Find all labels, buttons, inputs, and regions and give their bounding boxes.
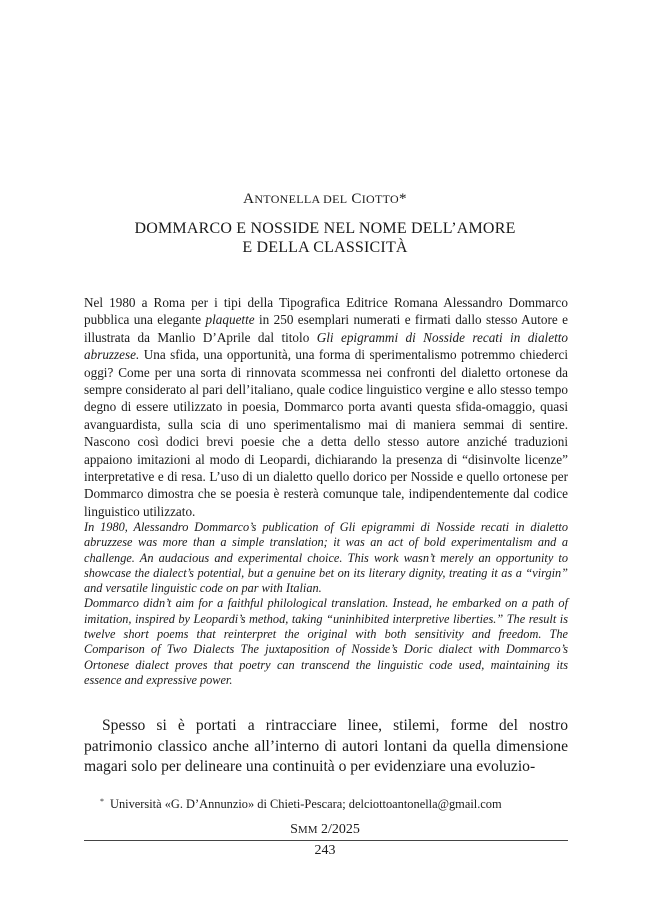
author-rest-2: IOTTO: [361, 192, 400, 206]
abstract-italian: [84, 294, 568, 520]
abstract-en-paragraph-1: In 1980, Alessandro Dommarco’s publication of Gli epigrammi di Nosside recati in dialetto abruzzese was more than a simple translation; it was an act of bold experimentalism and a challenge. An audacious and experimental choice. This work wasn’t merely an opportunity to showcase the dialect’s potential, but a genuine bet on its literary dignity, treating it as a “virgin” and versatile linguistic code on par with Italian.: [84, 520, 568, 596]
abstract-it-part-3: Una sfida, una opportunità, una forma di sperimentalismo potremmo chiederci oggi? Come per una sorta di rinnovata scommessa nei confronti del dialetto ortonese da sempre considerato al pari dell’italiano, quale codice linguistico vergine e allo stesso tempo degno di essere utilizzato in poesia, Dommarco porta avanti questa sfida-omaggio, quasi avanguardista, sulla scia di uno sperimentalismo mai di maniera semmai di sentire. Nascono così dodici brevi poesie che a detta dello stesso autore anziché traduzioni appaiono imitazioni al modo di Leopardi, dichiarando la presenza di “disinvolte licenze” interpretative e di resa. L’uso di un dialetto quello dorico per Nosside e quello ortonese per Dommarco dimostra che se poesia è resterà comunque tale, indipendentemente dal codice linguistico utilizzato.: [84, 347, 568, 519]
body-paragraph-1: Spesso si è portati a rintracciare linee, stilemi, forme del nostro patrimonio classico anche all’interno di autori lontani da quella dimensione magari solo per delineare una continuità o per evidenziare una evoluzio-: [84, 717, 568, 775]
abstract-it-part-2: in 250 esemplari numerati e firmati dallo stesso Autore e illustrata da Manlio D’Aprile dal titolo: [84, 312, 568, 345]
author-footnote-mark: *: [399, 191, 407, 207]
author-initial-1: A: [243, 191, 255, 207]
author-initial-2: C: [351, 191, 362, 207]
journal-rest: MM: [297, 824, 318, 836]
footnote: [100, 794, 568, 812]
author-rest-1: NTONELLA DEL: [254, 192, 348, 206]
journal-issue: [0, 822, 650, 838]
footnote-mark: *: [100, 797, 104, 806]
footer-rule: [84, 840, 568, 841]
author-name: [0, 191, 650, 208]
footnote-text: Università «G. D’Annunzio» di Chieti-Pescara; delciottoantonella@gmail.com: [110, 797, 502, 811]
abstract-it-part-1: Nel 1980 a Roma per i tipi della Tipografica Editrice Romana Alessandro Dommarco pubblica una elegante: [84, 295, 568, 328]
journal-initial: S: [290, 822, 298, 837]
page-number: 243: [314, 843, 336, 858]
article-title: [0, 219, 650, 257]
abstract-it-book-title: Gli epigrammi di Nosside recati in dialetto abruzzese.: [84, 329, 568, 363]
abstract-it-plaquette: plaquette: [205, 312, 255, 328]
abstract-english: [84, 520, 568, 688]
title-line-1: DOMMARCO E NOSSIDE NEL NOME DELL’AMORE: [134, 220, 516, 237]
journal-issue-number: 2/2025: [320, 822, 360, 837]
abstract-en-paragraph-2: Dommarco didn’t aim for a faithful philological translation. Instead, he embarked on a path of imitation, inspired by Leopardi’s method, taking “uninhibited interpretive liberties.” The result is twelve short poems that reinterpret the original with both sensitivity and freedom. The Comparison of Two Dialects The juxtaposition of Nosside’s Doric dialect with Dommarco’s Ortonese dialect proves that poetry can transcend the linguistic code used, maintaining its essence and expressive power.: [84, 596, 568, 687]
title-line-2: E DELLA CLASSICITÀ: [242, 239, 408, 256]
